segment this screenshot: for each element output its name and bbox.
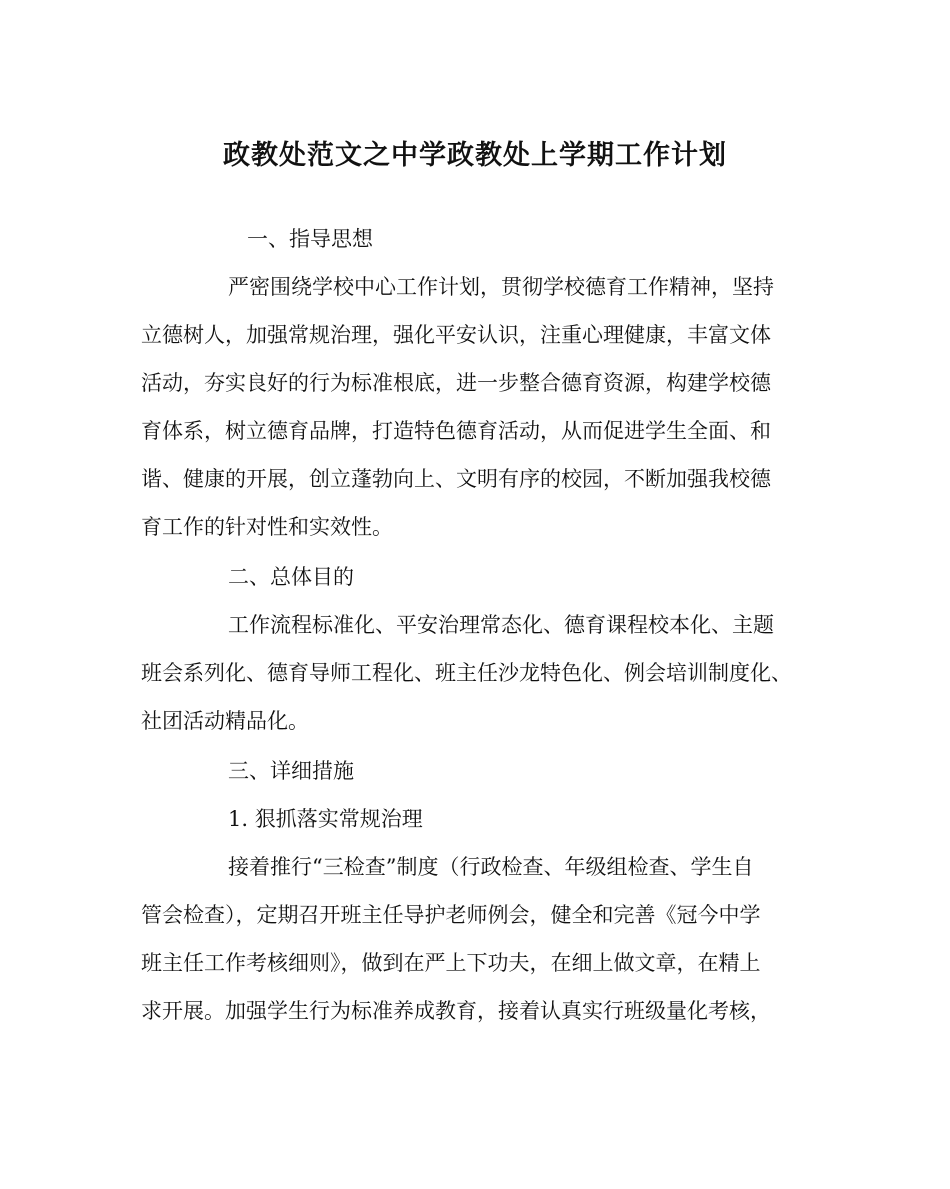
subsection-heading: 1. 狠抓落实常规治理 — [228, 807, 423, 831]
section-heading-1: 一、指导思想 — [247, 227, 373, 251]
paragraph-line: 立德树人，加强常规治理，强化平安认识，注重心理健康，丰富文体 — [141, 323, 771, 347]
paragraph-line: 班会系列化、德育导师工程化、班主任沙龙特色化、例会培训制度化、 — [141, 661, 792, 685]
paragraph-line: 严密围绕学校中心工作计划，贯彻学校德育工作精神，坚持 — [228, 275, 774, 299]
paragraph-line: 育工作的针对性和实效性。 — [141, 515, 393, 539]
paragraph-line: 班主任工作考核细则》，做到在严上下功夫，在细上做文章，在精上 — [141, 951, 761, 975]
paragraph-line: 社团活动精品化。 — [141, 709, 309, 733]
paragraph-line: 求开展。加强学生行为标准养成教育，接着认真实行班级量化考核， — [141, 999, 771, 1023]
paragraph-line: 活动，夯实良好的行为标准根底，进一步整合德育资源，构建学校德 — [141, 371, 771, 395]
paragraph-line: 管会检查），定期召开班主任导护老师例会，健全和完善《冠今中学 — [141, 903, 761, 927]
section-heading-3: 三、详细措施 — [228, 759, 354, 783]
paragraph-line: 育体系，树立德育品牌，打造特色德育活动，从而促进学生全面、和 — [141, 419, 771, 443]
paragraph-line: 谐、健康的开展，创立蓬勃向上、文明有序的校园，不断加强我校德 — [141, 467, 771, 491]
paragraph-line: 接着推行“三检查”制度（行政检查、年级组检查、学生自 — [228, 855, 754, 879]
section-heading-2: 二、总体目的 — [228, 565, 354, 589]
document-title: 政教处范文之中学政教处上学期工作计划 — [223, 140, 727, 171]
paragraph-line: 工作流程标准化、平安治理常态化、德育课程校本化、主题 — [228, 613, 774, 637]
